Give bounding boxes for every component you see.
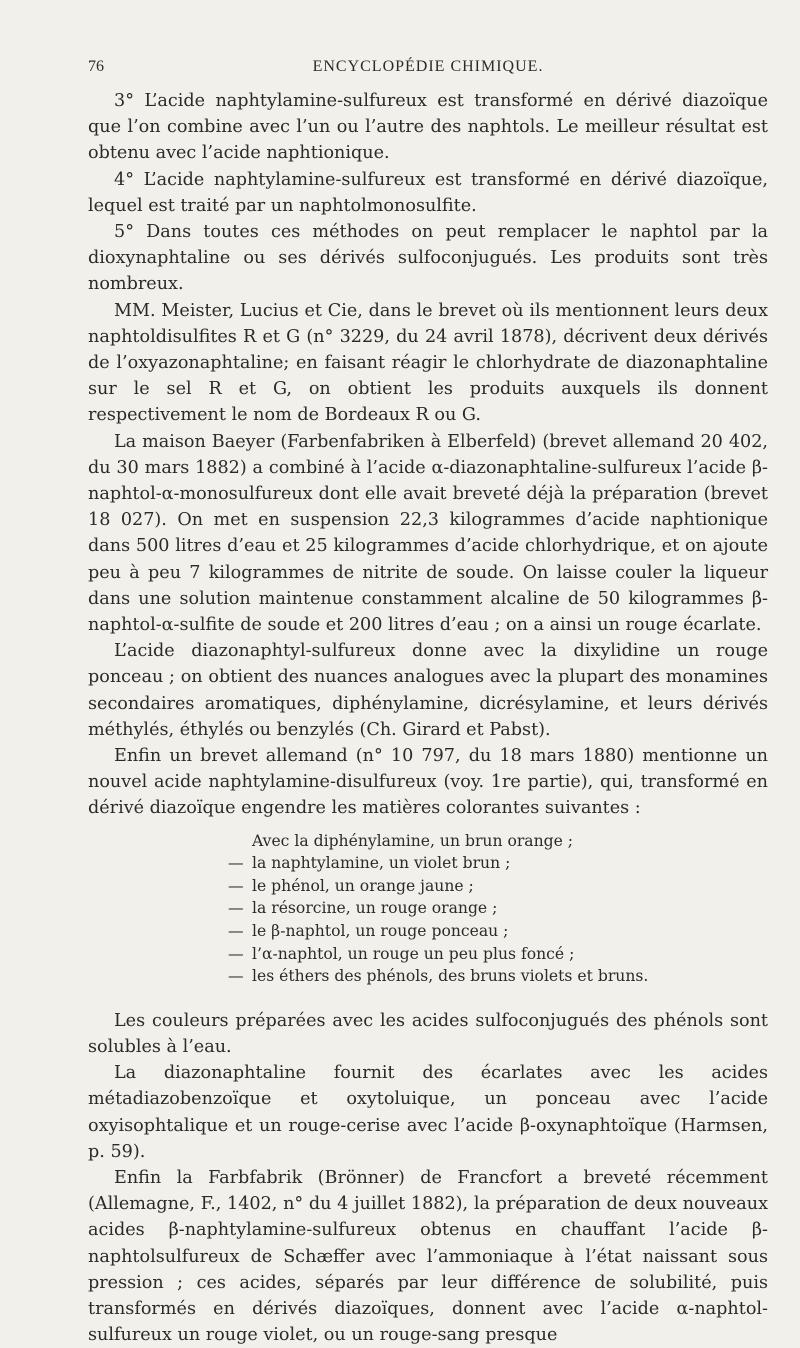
page-header: [88, 58, 768, 80]
list-item-text: le phénol, un orange jaune ;: [252, 876, 474, 895]
list-prefix: —: [228, 876, 244, 895]
paragraph: La diazonaphtaline fournit des écarlates avec les acides métadiazobenzoïque et oxytoluique, un ponceau avec l’acide oxyisophtalique et un rouge-cerise avec l’acide β-oxynaphtoïque (Harmsen, p. 59).: [88, 1063, 768, 1162]
running-title: ENCYCLOPÉDIE CHIMIQUE.: [312, 58, 544, 75]
list-item: [228, 875, 768, 898]
paragraph: 5° Dans toutes ces méthodes on peut remplacer le naphtol par la dioxynaphtaline ou ses dérivés sulfoconjugués. Les produits sont très nombreux.: [88, 222, 768, 295]
list-item-text: Avec la diphénylamine, un brun orange ;: [252, 831, 574, 850]
paragraph: La maison Baeyer (Farbenfabriken à Elberfeld) (brevet allemand 20 402, du 30 mars 1882) a combiné à l’acide α-diazonaphtaline-sulfureux l’acide β-naphtol-α-monosulfureux dont elle avait breveté déjà la préparation (brevet 18 027). On met en suspension 22,3 kilogrammes d’acide naphtionique dans 500 litres d’eau et 25 kilogrammes d’acide chlorhydrique, et on ajoute peu à peu 7 kilogrammes de nitrite de soude. On laisse couler la liqueur dans une solution maintenue constamment alcaline de 50 kilogrammes β-naphtol-α-sulfite de soude et 200 litres d’eau ; on a ainsi un rouge écarlate.: [88, 431, 768, 636]
paragraph: Enfin la Farbfabrik (Brönner) de Francfort a breveté récemment (Allemagne, F., 1402, n° du 4 juillet 1882), la préparation de deux nouveaux acides β-naphtylamine-sulfureux obtenus en chauffant l’acide β-naphtolsulfureux de Schæffer avec l’ammoniaque à l’état naissant sous pression ; ces acides, séparés par leur différence de solubilité, puis transformés en dérivés diazoïques, donnent avec l’acide α-naphtol-sulfureux un rouge violet, ou un rouge-sang presque: [88, 1168, 768, 1346]
list-prefix: —: [228, 967, 244, 986]
list-prefix: —: [228, 854, 244, 873]
list-item: [228, 965, 768, 988]
paragraph: L’acide diazonaphtyl-sulfureux donne avec la dixylidine un rouge ponceau ; on obtient des nuances analogues avec la plupart des monamines secondaires aromatiques, diphénylamine, dicrésylamine, et leurs dérivés méthylés, éthylés ou benzylés (Ch. Girard et Pabst).: [88, 641, 768, 740]
paragraph: 4° L’acide naphtylamine-sulfureux est transformé en dérivé diazoïque, lequel est traité par un naphtolmonosulfite.: [88, 169, 768, 216]
list-prefix: —: [228, 944, 244, 963]
list-item-text: la résorcine, un rouge orange ;: [252, 899, 498, 918]
page-number: 76: [88, 58, 104, 75]
list-item: [228, 943, 768, 966]
paragraph: MM. Meister, Lucius et Cie, dans le brevet où ils mentionnent leurs deux naphtoldisulfites R et G (n° 3229, du 24 avril 1878), décrivent deux dérivés de l’oxyazonaphtaline; en faisant réagir le chlorhydrate de diazonaphtaline sur le sel R et G, on obtient les produits auxquels ils donnent respectivement le nom de Bordeaux R ou G.: [88, 300, 768, 426]
paragraph: Les couleurs préparées avec les acides sulfoconjugués des phénols sont solubles à l’eau.: [88, 1010, 768, 1058]
list-prefix: —: [228, 922, 244, 941]
list-item-text: les éthers des phénols, des bruns violets et bruns.: [252, 967, 649, 986]
list-item-text: la naphtylamine, un violet brun ;: [252, 854, 511, 873]
list-item-text: l’α-naphtol, un rouge un peu plus foncé ;: [252, 944, 575, 963]
document-body: [88, 88, 768, 1348]
list-item: [228, 852, 768, 875]
list-item: [228, 897, 768, 920]
list-item-text: le β-naphtol, un rouge ponceau ;: [252, 922, 509, 941]
spacer: [88, 998, 768, 1008]
paragraph: 3° L’acide naphtylamine-sulfureux est transformé en dérivé diazoïque que l’on combine avec l’un ou l’autre des naphtols. Le meilleur résultat est obtenu avec l’acide naphtionique.: [88, 91, 768, 164]
paragraph: Enfin un brevet allemand (n° 10 797, du 18 mars 1880) mentionne un nouvel acide naphtylamine-disulfureux (voy. 1re partie), qui, transformé en dérivé diazoïque engendre les matières colorantes suivantes :: [88, 746, 768, 819]
list-prefix: [228, 830, 242, 853]
list-item: [228, 830, 768, 853]
list-prefix: —: [228, 899, 244, 918]
list-item: [228, 920, 768, 943]
colorant-list: [228, 830, 768, 988]
